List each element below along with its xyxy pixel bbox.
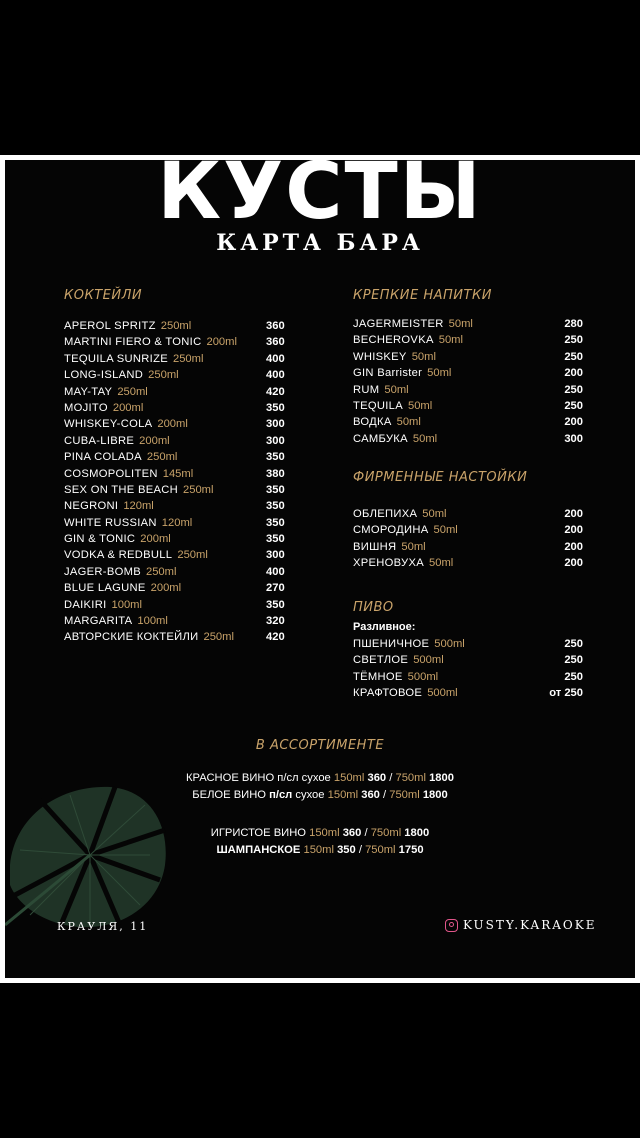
red-wine-price2: 1800: [429, 772, 454, 784]
cocktails-list: [64, 318, 294, 646]
item-name: СМОРОДИНА: [353, 524, 429, 537]
item-name: WHISKEY-COLA: [64, 418, 153, 431]
item-name: JAGERMEISTER: [353, 318, 444, 330]
item-price: 400: [266, 565, 285, 578]
section-title-cocktails: КОКТЕЙЛИ: [64, 288, 143, 303]
item-price: 400: [266, 352, 285, 365]
item-name: RUM: [353, 383, 380, 396]
item-price: от 250: [549, 687, 583, 700]
item-volume: 120ml: [123, 500, 154, 513]
item-volume: 250ml: [148, 369, 179, 382]
menu-item: [353, 332, 583, 348]
menu-item: [64, 597, 294, 613]
address: КРАУЛЯ, 11: [57, 920, 149, 933]
item-volume: 50ml: [396, 416, 421, 429]
item-name: CUBA-LIBRE: [64, 434, 135, 447]
champagne-vol1: 150ml: [303, 844, 334, 856]
item-price: 380: [266, 467, 285, 480]
item-name: TEQUILA SUNRIZE: [64, 352, 168, 365]
item-price: 300: [564, 432, 583, 445]
menu-item: [353, 365, 583, 381]
section-title-assortment: В АССОРТИМЕНТЕ: [255, 738, 385, 753]
item-volume: 50ml: [448, 318, 473, 330]
item-volume: 250ml: [145, 565, 177, 578]
item-name: САМБУКА: [353, 432, 408, 445]
beer-list: [353, 636, 583, 702]
item-volume: 250ml: [146, 451, 178, 464]
section-title-strong: КРЕПКИЕ НАПИТКИ: [353, 288, 492, 303]
menu-item: [64, 351, 294, 367]
item-volume: 250ml: [117, 385, 148, 398]
menu-item: [64, 580, 294, 596]
menu-item: [64, 367, 294, 383]
white-wine-name2: сухое: [295, 789, 325, 801]
item-name: АВТОРСКИЕ КОКТЕЙЛИ: [64, 631, 199, 644]
item-volume: 250ml: [183, 483, 214, 496]
item-price: 350: [266, 516, 285, 529]
item-volume: 50ml: [429, 557, 454, 570]
item-name: ХРЕНОВУХА: [353, 557, 424, 570]
instagram-handle[interactable]: [445, 918, 596, 932]
item-name: GIN & TONIC: [64, 533, 136, 546]
item-name: MARGARITA: [64, 615, 133, 628]
menu-item: [64, 482, 294, 498]
item-name: WHITE RUSSIAN: [64, 516, 157, 529]
item-volume: 250ml: [160, 320, 192, 332]
item-price: 200: [564, 540, 583, 553]
item-price: 250: [564, 334, 583, 347]
item-volume: 200ml: [150, 582, 182, 595]
item-name: DAIKIRI: [64, 598, 107, 611]
menu-item: [353, 398, 583, 414]
item-volume: 200ml: [157, 418, 188, 431]
item-name: BECHEROVKA: [353, 334, 434, 347]
item-volume: 500ml: [407, 670, 439, 683]
item-price: 400: [266, 369, 285, 382]
item-volume: 200ml: [206, 336, 237, 349]
menu-item: [64, 416, 294, 432]
red-wine-price1: 360: [367, 772, 387, 784]
item-name: NEGRONI: [64, 500, 119, 513]
section-title-tinctures: ФИРМЕННЫЕ НАСТОЙКИ: [353, 470, 528, 485]
champagne-price2: 1750: [398, 844, 424, 856]
item-volume: 50ml: [407, 399, 433, 412]
white-wine-sep: /: [383, 789, 387, 801]
item-name: TEQUILA: [353, 399, 403, 412]
menu-item: [64, 613, 294, 629]
instagram-label: KUSTY.KARAOKE: [463, 918, 597, 932]
item-name: ПШЕНИЧНОЕ: [353, 638, 430, 650]
item-price: 200: [564, 557, 583, 570]
champagne-name: ШАМПАНСКОЕ: [216, 844, 301, 856]
item-price: 350: [266, 401, 285, 414]
item-price: 350: [266, 483, 285, 496]
draft-beer-label: Разливное:: [353, 621, 416, 633]
item-volume: 50ml: [384, 383, 409, 396]
item-name: ВОДКА: [353, 416, 392, 429]
item-volume: 500ml: [434, 638, 465, 650]
item-name: ТЁМНОЕ: [353, 670, 403, 683]
tinctures-list: [353, 506, 583, 572]
white-wine-price1: 360: [361, 789, 380, 801]
white-wine-mid: п/сл: [269, 789, 293, 801]
item-volume: 145ml: [162, 467, 194, 480]
menu-item: [64, 564, 294, 580]
sparkling-price1: 360: [342, 827, 362, 839]
menu-card: [5, 160, 635, 978]
menu-item: [64, 334, 294, 350]
red-wine-name: КРАСНОЕ ВИНО п/сл сухое: [186, 772, 331, 784]
menu-item: [353, 539, 583, 555]
menu-item: [353, 349, 583, 365]
item-volume: 500ml: [413, 654, 444, 667]
sparkling-vol1: 150ml: [309, 827, 340, 839]
menu-item: [64, 466, 294, 482]
sparkling-price2: 1800: [404, 827, 430, 839]
menu-item: [64, 629, 294, 645]
menu-item: [64, 400, 294, 416]
white-wine-vol2: 750ml: [389, 789, 420, 801]
menu-item: [64, 498, 294, 514]
menu-item: [353, 652, 583, 668]
item-price: 300: [266, 418, 285, 431]
item-volume: 50ml: [412, 432, 438, 445]
item-name: APEROL SPRITZ: [64, 320, 156, 332]
item-name: BLUE LAGUNE: [64, 582, 146, 595]
item-price: 250: [564, 670, 583, 683]
menu-item: [353, 669, 583, 685]
item-name: MOJITO: [64, 401, 108, 414]
item-price: 200: [564, 367, 583, 380]
menu-item: [353, 555, 583, 571]
item-price: 250: [564, 654, 583, 667]
item-volume: 50ml: [411, 350, 436, 363]
item-price: 300: [266, 549, 285, 562]
menu-item: [64, 318, 294, 334]
menu-item: [353, 316, 583, 332]
item-name: ВИШНЯ: [353, 540, 397, 553]
item-volume: 50ml: [422, 508, 447, 520]
menu-item: [64, 433, 294, 449]
item-price: 250: [564, 399, 583, 412]
item-price: 200: [564, 416, 583, 429]
item-name: COSMOPOLITEN: [64, 467, 158, 480]
item-name: КРАФТОВОЕ: [353, 687, 423, 700]
white-wine-name1: БЕЛОЕ ВИНО: [192, 789, 266, 801]
item-name: MARTINI FIERO & TONIC: [64, 336, 202, 349]
menu-item: [353, 636, 583, 652]
item-price: 350: [266, 598, 285, 611]
menu-item: [353, 522, 583, 538]
menu-item: [353, 414, 583, 430]
menu-item: [64, 547, 294, 563]
item-volume: 50ml: [401, 540, 426, 553]
item-name: MAY-TAY: [64, 385, 113, 398]
item-volume: 50ml: [433, 524, 458, 537]
sparkling-sep: /: [364, 827, 368, 839]
champagne-price1: 350: [337, 844, 356, 856]
item-volume: 250ml: [203, 631, 234, 644]
item-price: 250: [564, 350, 583, 363]
item-name: WHISKEY: [353, 350, 407, 363]
item-name: ОБЛЕПИХА: [353, 508, 418, 520]
item-price: 350: [266, 500, 285, 513]
item-volume: 200ml: [112, 401, 144, 414]
menu-item: [64, 449, 294, 465]
item-name: СВЕТЛОЕ: [353, 654, 409, 667]
item-price: 360: [266, 336, 285, 349]
item-price: 420: [266, 631, 285, 644]
item-name: VODKA & REDBULL: [64, 549, 173, 562]
item-volume: 100ml: [111, 598, 142, 611]
item-name: SEX ON THE BEACH: [64, 483, 179, 496]
champagne-sep: /: [358, 844, 362, 856]
menu-item: [353, 382, 583, 398]
red-wine-vol2: 750ml: [395, 772, 426, 784]
menu-item: [353, 431, 583, 447]
item-volume: 100ml: [137, 615, 168, 628]
item-volume: 250ml: [172, 352, 204, 365]
red-wine-sep: /: [389, 772, 393, 784]
item-price: 280: [564, 318, 583, 330]
item-volume: 50ml: [427, 367, 452, 380]
strong-drinks-list: [353, 316, 583, 447]
menu-item: [353, 685, 583, 701]
instagram-icon: [445, 919, 458, 932]
white-wine-price2: 1800: [422, 789, 448, 801]
item-name: JAGER-BOMB: [64, 565, 141, 578]
item-price: 250: [564, 638, 583, 650]
item-price: 360: [266, 320, 285, 332]
item-price: 270: [266, 582, 285, 595]
item-price: 350: [266, 451, 285, 464]
menu-item: [64, 384, 294, 400]
sparkling-name: ИГРИСТОЕ ВИНО: [210, 827, 306, 839]
item-name: PINA COLADA: [64, 451, 142, 464]
brand-logo: КУСТЫ: [157, 160, 483, 237]
item-volume: 500ml: [427, 687, 458, 700]
item-price: 420: [266, 385, 285, 398]
item-price: 250: [564, 383, 583, 396]
item-price: 320: [266, 615, 285, 628]
white-wine-vol1: 150ml: [327, 789, 359, 801]
item-price: 200: [564, 508, 583, 520]
menu-item: [353, 506, 583, 522]
item-volume: 250ml: [177, 549, 208, 562]
item-name: GIN Barrister: [353, 367, 423, 380]
item-volume: 50ml: [438, 334, 463, 347]
menu-subtitle: КАРТА БАРА: [216, 230, 424, 256]
item-name: LONG-ISLAND: [64, 369, 144, 382]
item-price: 300: [266, 434, 285, 447]
item-volume: 200ml: [139, 434, 170, 447]
champagne-vol2: 750ml: [365, 844, 396, 856]
item-price: 350: [266, 533, 285, 546]
sparkling-vol2: 750ml: [370, 827, 402, 839]
item-volume: 120ml: [161, 516, 193, 529]
section-title-beer: ПИВО: [353, 600, 394, 615]
monstera-leaf-icon: [5, 775, 175, 935]
item-volume: 200ml: [140, 533, 171, 546]
item-price: 200: [564, 524, 583, 537]
red-wine-vol1: 150ml: [333, 772, 365, 784]
menu-item: [64, 515, 294, 531]
menu-item: [64, 531, 294, 547]
